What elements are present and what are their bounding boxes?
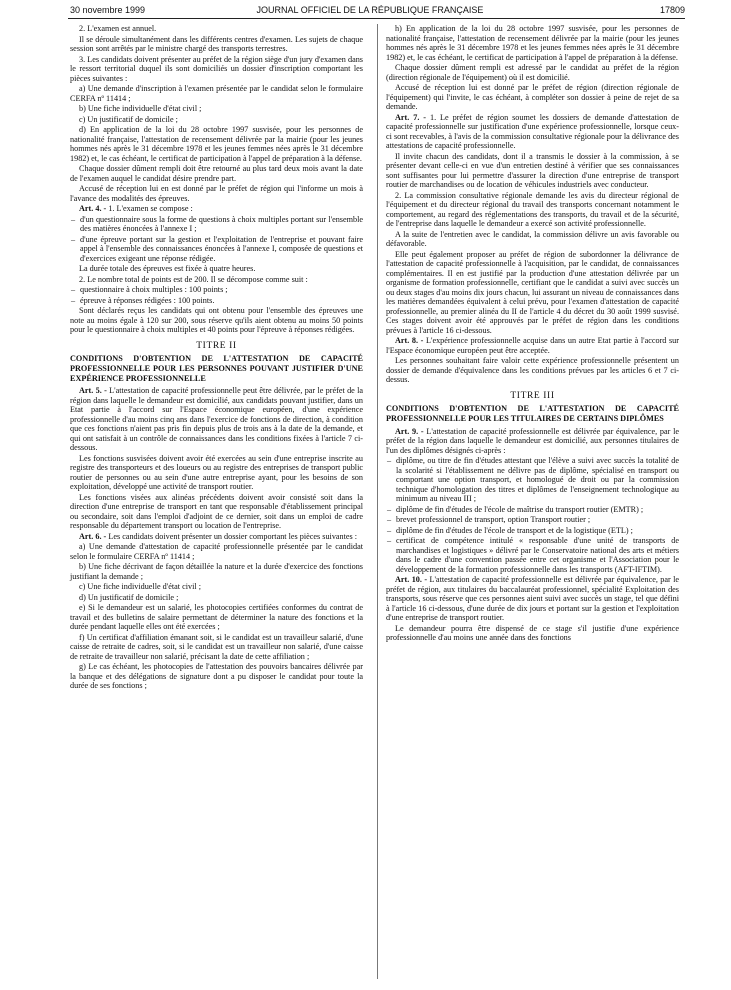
paragraph: d) En application de la loi du 28 octobre 1997 susvisée, pour les personnes de nationalité française, l'attestation de recensement délivrée par la mairie (pour les jeunes hommes nés après le 31 décembre 1978 et les jeunes femmes nées après le 31 décembre 1982) et, le cas échéant, le certificat de participation à l'appel de préparation à la défense.	[70, 125, 363, 163]
paragraph: Elle peut également proposer au préfet de région de subordonner la délivrance de l'attestation de capacité professionnelle à l'acquisition, par le candidat, de connaissances complémentaires. Il en est justifié par la production d'une attestation délivrée par un organisme de formation professionnelle, certifiant que le candidat a suivi avec succès un ou deux stages d'au moins dix jours chacun, lui assurant un niveau de connaissances dans les matières demandées équivalent à celui prévu, pour l'examen d'attestation de capacité professionnelle, au premier alinéa du II de l'article 4 du décret du 30 août 1999 susvisé. Ces stages doivent avoir été approuvés par le préfet de région dans les conditions prévues à l'article 16 ci-dessous.	[386, 249, 679, 335]
article-9	[386, 427, 679, 456]
article-5	[70, 386, 363, 453]
title-heading: TITRE III	[510, 390, 555, 401]
list-item: – d'un questionnaire sous la forme de questions à choix multiples portant sur l'ensemble des matières énoncées à l'annexe I ;	[71, 214, 363, 233]
paragraph: Chaque dossier dûment rempli doit être retourné au plus tard deux mois avant la date de l'examen auquel le candidat désire prendre part.	[70, 164, 363, 183]
paragraph: A la suite de l'entretien avec le candidat, la commission délivre un avis favorable ou défavorable.	[386, 229, 679, 248]
list-item-text: diplôme, ou titre de fin d'études attestant que l'élève a suivi avec succès la totalité de la scolarité si l'établissement ne délivre pas de diplôme, spécialisé en transport ou comportant une option transport, et homologué de droit ou par la commission technique d'homologation des titres et diplômes de l'enseignement technologique au minimum au niveau III ;	[396, 456, 679, 504]
header-rule	[68, 18, 685, 19]
article-label: Art. 4. -	[79, 204, 107, 213]
article-10	[386, 575, 679, 623]
paragraph: Il invite chacun des candidats, dont il a transmis le dossier à la commission, à se présenter devant celle-ci en vue d'un entretien destiné à vérifier que ses connaissances sont suffisantes pour lui permettre d'assurer la direction d'une entreprise de transport routier de marchandises ou de location de véhicules industriels avec conducteur.	[386, 151, 679, 189]
left-column	[70, 24, 363, 692]
list-item-text: épreuve à réponses rédigées : 100 points.	[80, 295, 215, 305]
paragraph: Accusé de réception lui est donné par le préfet de région (direction régionale de l'équipement) qui l'invite, le cas échéant, à compléter son dossier à peine de rejet de sa demande.	[386, 83, 679, 111]
article-6	[70, 532, 363, 542]
paragraph: 2. L'examen est annuel.	[79, 24, 157, 33]
paragraph: a) Une demande d'inscription à l'examen présentée par le candidat selon le formulaire CERFA nº 11414 ;	[70, 84, 363, 103]
paragraph: f) Un certificat d'affiliation émanant soit, si le candidat est un travailleur salarié, d'une caisse de retraite de cadres, soit, si le candidat est un travailleur non salarié, d'une caisse de retraite de travailleur non salarié, précisant la date de cette affiliation ;	[70, 632, 363, 661]
article-text: Les candidats doivent présenter un dossier comportant les pièces suivantes :	[108, 531, 358, 541]
paragraph: La durée totale des épreuves est fixée à quatre heures.	[79, 264, 256, 273]
article-label: Art. 9. -	[395, 426, 424, 436]
article-text: L'expérience professionnelle acquise dans un autre Etat partie à l'accord sur l'Espace économique européen peut être acceptée.	[386, 336, 679, 355]
list-item: – diplôme, ou titre de fin d'études attestant que l'élève a suivi avec succès la totalité de la scolarité si l'établissement ne délivre pas de diplôme, spécialisé en transport ou comportant une option transport, et homologué de droit ou par la commission technique d'homologation des titres et diplômes de l'enseignement technologique au minimum au niveau III ;	[387, 456, 679, 504]
paragraph: Sont déclarés reçus les candidats qui ont obtenu pour l'ensemble des épreuves une note au moins égale à 120 sur 200, sous réserve qu'ils aient obtenu au moins 50 points pour le questionnaire à choix multiples et 40 points pour l'épreuve à réponses rédigées.	[70, 306, 363, 334]
list-item: – diplôme de fin d'études de l'école de maîtrise du transport routier (EMTR) ;	[387, 504, 644, 514]
paragraph: 2. Le nombre total de points est de 200. Il se décompose comme suit :	[79, 274, 308, 284]
paragraph: Il se déroule simultanément dans les différents centres d'examen. Les sujets de chaque session sont arrêtés par le ministre chargé des transports terrestres.	[70, 34, 363, 53]
list-item: – épreuve à réponses rédigées : 100 points.	[71, 295, 215, 305]
paragraph: h) En application de la loi du 28 octobre 1997 susvisée, pour les personnes de nationalité française, l'attestation de recensement délivrée par la mairie (pour les jeunes hommes nés après le 31 décembre 1978 et les jeunes femmes nées après le 31 décembre 1982) et, le cas échéant, le certificat de participation à l'appel de préparation à la défense.	[386, 24, 679, 62]
list-item: – certificat de compétence intitulé « responsable d'une unité de transports de marchandises et logistiques » délivré par le Conservatoire national des arts et métiers dans le cadre d'une convention passée entre cet organisme et l'Association pour le développement de la formation professionnelle dans les transports (AFT-IFTIM).	[387, 536, 679, 574]
article-text: 1. Le préfet de région soumet les dossiers de demande d'attestation de capacité professionnelle sur justification d'une expérience professionnelle, lorsque ceux-ci sont recevables, à l'avis de la commission consultative régionale pour la délivrance des attestations de capacité professionnelle.	[386, 112, 680, 150]
list-item-text: brevet professionnel de transport, option Transport routier ;	[396, 515, 591, 525]
list-item: – diplôme de fin d'études de l'école de transport et de la logistique (ETL) ;	[387, 525, 633, 535]
list-item: – d'une épreuve portant sur la gestion et l'exploitation de l'entreprise et pouvant faire appel à l'ensemble des connaissances énoncées à l'annexe I, composée de questions et d'exercices exigeant une réponse rédigée.	[71, 234, 363, 263]
column-divider	[377, 24, 378, 979]
list-item-text: diplôme de fin d'études de l'école de maîtrise du transport routier (EMTR) ;	[396, 504, 644, 514]
article-8	[386, 336, 679, 355]
list-item: – questionnaire à choix multiples : 100 points ;	[71, 285, 228, 294]
paragraph: 3. Les candidats doivent présenter au préfet de la région siège d'un jury d'examen dans le ressort territorial duquel ils sont domiciliés un dossier d'inscription comportant les pièces suivantes :	[70, 54, 363, 83]
right-column	[386, 24, 679, 644]
article-7	[386, 113, 679, 151]
article-label: Art. 10. -	[395, 575, 428, 585]
paragraph: d) Un justificatif de domicile ;	[79, 592, 179, 602]
paragraph: Les fonctions susvisées doivent avoir été exercées au sein d'une entreprise inscrite au registre des transporteurs et des loueurs ou au registre des entreprises de transport public routier de personnes ou au sein d'une autre entreprise ayant, pour les besoins de son exploitation, développé une activité de transport routier.	[70, 453, 363, 492]
paragraph: b) Une fiche décrivant de façon détaillée la nature et la durée d'exercice des fonctions justifiant la demande ;	[70, 562, 363, 581]
paragraph: b) Une fiche individuelle d'état civil ;	[79, 104, 202, 113]
article-text: 1. L'examen se compose :	[108, 204, 193, 213]
paragraph: e) Si le demandeur est un salarié, les photocopies certifiées conformes du contrat de travail et des bulletins de salaire permettant de déterminer la nature des fonctions et la durée pendant laquelle elles ont été exercées ;	[70, 603, 363, 632]
list-item-text: d'une épreuve portant sur la gestion et l'exploitation de l'entreprise et pouvant faire appel à l'ensemble des connaissances énoncées à l'annexe I, composée de questions et d'exercices exigeant une réponse rédigée.	[80, 234, 363, 263]
article-text: L'attestation de capacité professionnelle est délivrée par équivalence, par le préfet de la région dans laquelle le demandeur est domicilié, aux personnes titulaires de l'un des diplômes désignés ci-après :	[386, 426, 680, 455]
article-label: Art. 5. -	[79, 386, 107, 396]
header-date: 30 novembre 1999	[70, 5, 146, 15]
article-label: Art. 8. -	[395, 336, 424, 345]
paragraph: Les personnes souhaitant faire valoir cette expérience professionnelle présentent un dossier de demande d'équivalence dans les conditions prévues par les articles 6 et 7 ci-dessus.	[386, 356, 679, 384]
article-text: L'attestation de capacité professionnelle peut être délivrée, par le préfet de la région dans laquelle le demandeur est domicilié, aux candidats pouvant justifier, dans un Etat partie à l'accord sur l'Espace économique européen, d'une expérience professionnelle d'au moins cinq ans dans l'exercice de fonctions de direction, à condition que ces fonctions n'aient pas pris fin depuis plus de trois ans à la date de la demande, et qui ont satisfait à un contrôle de connaissances dans les conditions fixées à l'article 7 ci-dessous.	[70, 386, 364, 453]
paragraph: c) Une fiche individuelle d'état civil ;	[79, 582, 201, 592]
paragraph: g) Le cas échéant, les photocopies de l'attestation des pouvoirs bancaires délivrée par la banque et des délégations de signature dont a pu disposer le candidat pour toute la durée de ses fonctions ;	[70, 662, 363, 691]
article-label: Art. 6. -	[79, 531, 107, 541]
section-heading: CONDITIONS D'OBTENTION DE L'ATTESTATION DE CAPACITÉ PROFESSIONNELLE POUR LES PERSONNES POUVANT JUSTIFIER D'UNE EXPÉRIENCE PROFESSIONNELLE	[70, 354, 363, 383]
article-text: L'attestation de capacité professionnelle est délivrée par équivalence, par le préfet de région, aux titulaires du baccalauréat professionnel, spécialité Exploitation des transports, sous réserve que ces personnes aient suivi avec succès un stage, tel que défini à l'article 16 ci-dessous, d'une durée de dix jours et portant sur la gestion et l'exploitation d'une entreprise de transport routier.	[386, 575, 680, 623]
header-title: JOURNAL OFFICIEL DE LA RÉPUBLIQUE FRANÇAISE	[256, 5, 484, 15]
paragraph: c) Un justificatif de domicile ;	[79, 114, 178, 124]
paragraph: Le demandeur pourra être dispensé de ce stage s'il justifie d'une expérience professionnelle d'au moins une année dans des fonctions	[386, 623, 679, 643]
list-item-text: diplôme de fin d'études de l'école de transport et de la logistique (ETL) ;	[396, 525, 633, 535]
paragraph: Chaque dossier dûment rempli est adressé par le candidat au préfet de la région (direction régionale de l'équipement) où il est domicilié.	[386, 63, 679, 82]
page-header	[0, 0, 731, 20]
list-item-text: questionnaire à choix multiples : 100 points ;	[80, 285, 228, 294]
list-item-text: certificat de compétence intitulé « responsable d'une unité de transports de marchandises et logistiques » délivré par le Conservatoire national des arts et métiers dans le cadre d'une convention passée entre cet organisme et l'Association pour le développement de la formation professionnelle dans les transports (AFT-IFTIM).	[396, 536, 679, 574]
list-item: – brevet professionnel de transport, option Transport routier ;	[387, 515, 591, 525]
section-heading: CONDITIONS D'OBTENTION DE L'ATTESTATION DE CAPACITÉ PROFESSIONNELLE POUR LES TITULAIRES DE CERTAINS DIPLÔMES	[386, 404, 679, 423]
paragraph: a) Une demande d'attestation de capacité professionnelle présentée par le candidat selon le formulaire CERFA nº 11414 ;	[70, 542, 363, 561]
header-page-number: 17809	[659, 5, 685, 15]
article-label: Art. 7. -	[395, 112, 427, 122]
paragraph: 2. La commission consultative régionale demande les avis du directeur régional de l'équipement et du directeur régional du travail des transports concernant notamment le comportement, au regard des réglementations des transports, du travail et de la sécurité, de l'entreprise dans laquelle le demandeur a exercé son activité professionnelle.	[386, 190, 679, 228]
title-heading: TITRE II	[196, 340, 237, 351]
paragraph: Accusé de réception lui en est donné par le préfet de région qui l'informe un mois à l'avance des modalités des épreuves.	[70, 184, 363, 203]
article-4	[70, 204, 363, 214]
list-item-text: d'un questionnaire sous la forme de questions à choix multiples portant sur l'ensemble des matières énoncées à l'annexe I ;	[80, 214, 363, 233]
paragraph: Les fonctions visées aux alinéas précédents doivent avoir consisté soit dans la direction d'une entreprise de transport en tant que responsable d'établissement principal ou secondaire, soit dans l'emploi d'adjoint de ce dernier, soit dans un emploi de cadre responsable du département transport ou location de l'entreprise.	[70, 492, 363, 531]
